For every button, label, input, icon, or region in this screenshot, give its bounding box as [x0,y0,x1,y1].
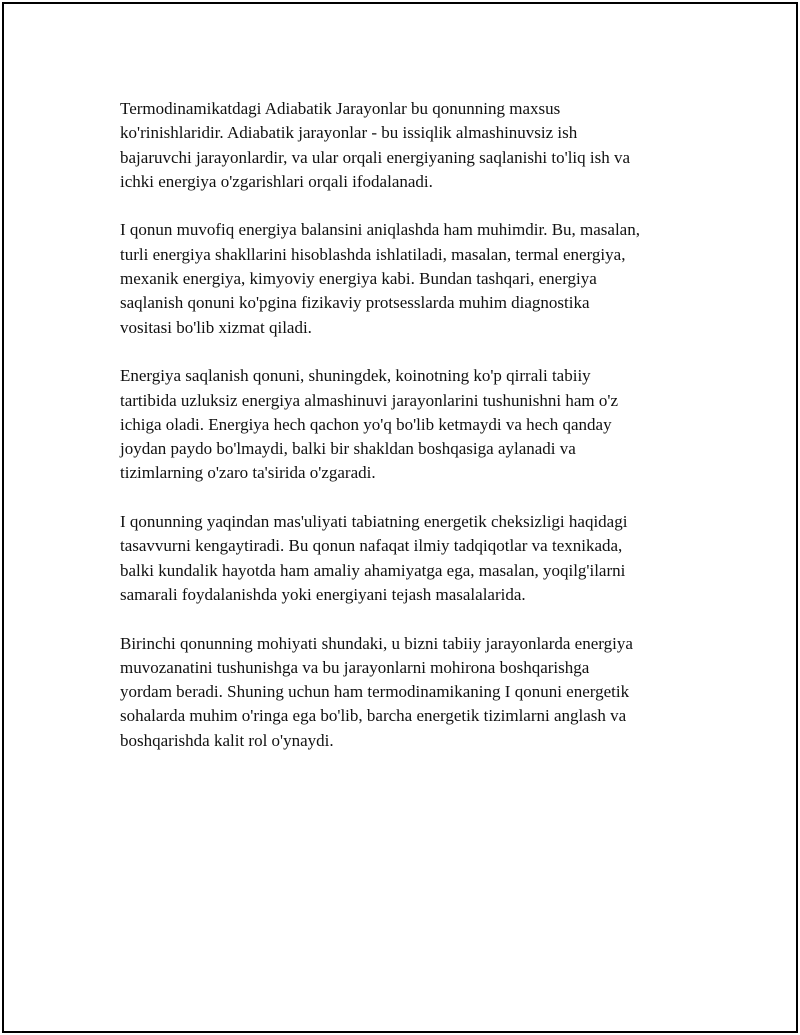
paragraph-4: I qonunning yaqindan mas'uliyati tabiatning energetik cheksizligi haqidagi tasavvurni kengaytiradi. Bu qonun nafaqat ilmiy tadqiqotlar va texnikada, balki kundalik hayotda ham amaliy ahamiyatga ega, masalan, yoqilg'ilarni samarali foydalanishda yoki energiyani tejash masalalarida. [120,512,628,604]
paragraph-2: I qonun muvofiq energiya balansini aniqlashda ham muhimdir. Bu, masalan, turli energiya shakllarini hisoblashda ishlatiladi, masalan, termal energiya, mexanik energiya, kimyoviy energiya kabi. Bundan tashqari, energiya saqlanish qonuni ko'pgina fizikaviy protsesslarda muhim diagnostika vositasi bo'lib xizmat qiladi. [120,220,640,337]
document-body [120,97,700,777]
paragraph-5: Birinchi qonunning mohiyati shundaki, u bizni tabiiy jarayonlarda energiya muvozanatini tushunishga va bu jarayonlarni mohirona boshqarishga yordam beradi. Shuning uchun ham termodinamikaning I qonuni energetik sohalarda muhim o'ringa ega bo'lib, barcha energetik tizimlarni anglash va boshqarishda kalit rol o'ynaydi. [120,633,633,750]
paragraph-1: Termodinamikatdagi Adiabatik Jarayonlar bu qonunning maxsus ko'rinishlaridir. Adiabatik jarayonlar - bu issiqlik almashinuvsiz ish bajaruvchi jarayonlardir, va ular orqali energiyaning saqlanishi to'liq ish va ichki energiya o'zgarishlari orqali ifodalanadi. [120,99,631,191]
paragraph-3: Energiya saqlanish qonuni, shuningdek, koinotning ko'p qirrali tabiiy tartibida uzluksiz energiya almashinuvi jarayonlarini tushunishni ham o'z ichiga oladi. Energiya hech qachon yo'q bo'lib ketmaydi va hech qanday joydan paydo bo'lmaydi, balki bir shakldan boshqasiga aylanadi va tizimlarning o'zaro ta'sirida o'zgaradi. [120,366,618,483]
document-page [2,2,798,1033]
